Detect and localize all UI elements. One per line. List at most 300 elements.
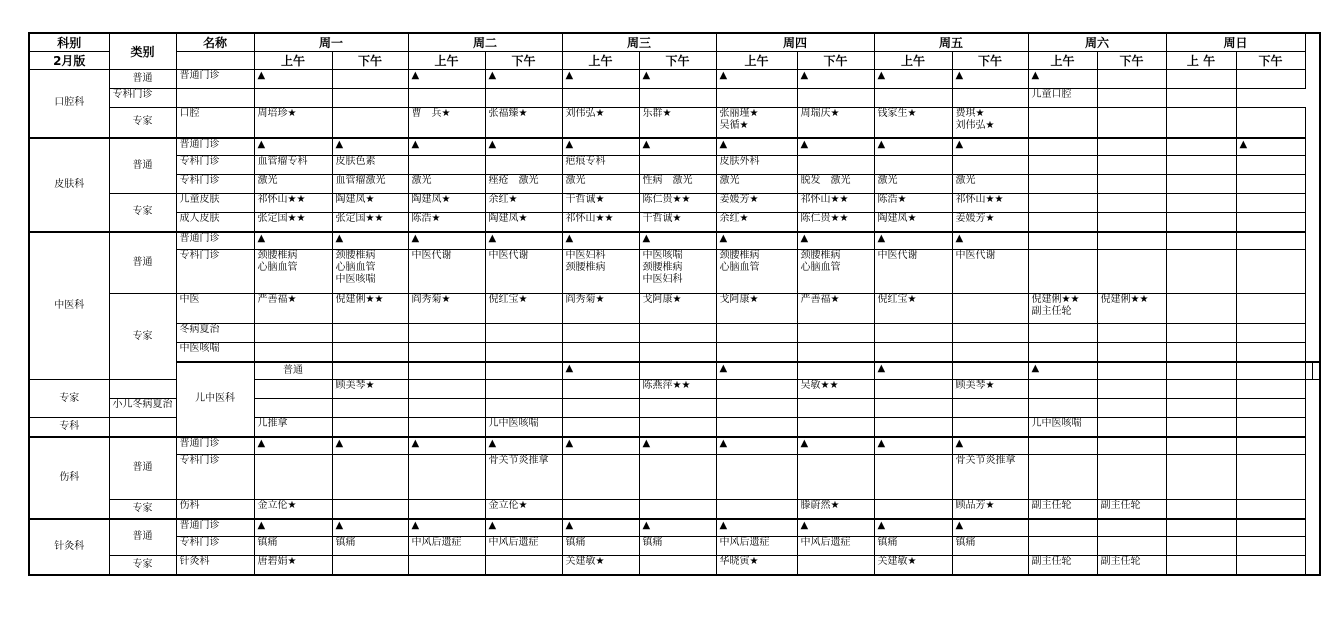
slot-cell xyxy=(1166,250,1236,294)
clinic-name-cell: 普通门诊 xyxy=(176,232,254,250)
slot-cell: 余红★ xyxy=(485,194,562,213)
slot-cell: 倪建俐★★ xyxy=(1097,294,1166,324)
open-marker: ▲ xyxy=(716,138,797,156)
schedule-row xyxy=(29,294,1320,324)
slot-cell: 金立伦★ xyxy=(485,500,562,519)
schedule-row xyxy=(29,519,1320,537)
slot-cell: 陶建凤★ xyxy=(485,213,562,232)
type-cell: 专家 xyxy=(109,108,176,138)
slot-cell xyxy=(562,455,639,500)
slot-cell xyxy=(485,343,562,362)
slot-cell: 中风后遗症 xyxy=(485,537,562,556)
slot-cell: 皮肤色素 xyxy=(332,156,408,175)
header-day-mon: 周一 xyxy=(254,33,408,52)
slot-cell xyxy=(1236,418,1305,437)
slot-cell xyxy=(562,500,639,519)
header-half: 下午 xyxy=(1097,52,1166,70)
slot-cell: 镇痛 xyxy=(254,537,332,556)
slot-cell xyxy=(1028,399,1097,418)
dept-cell: 儿中医科 xyxy=(176,362,254,437)
slot-cell: 儿推拿 xyxy=(254,418,332,437)
slot-cell: 陈仁贵★★ xyxy=(797,213,874,232)
slot-cell xyxy=(1236,362,1305,380)
slot-cell xyxy=(1097,175,1166,194)
slot-cell xyxy=(1166,380,1236,399)
slot-cell: 陈浩★ xyxy=(874,194,952,213)
slot-cell: 陶建凤★ xyxy=(332,194,408,213)
slot-cell xyxy=(332,324,408,343)
slot-cell xyxy=(1097,537,1166,556)
slot-cell xyxy=(952,418,1028,437)
type-cell: 普通 xyxy=(254,362,332,380)
slot-cell xyxy=(1028,324,1097,343)
slot-cell: 颈腰椎病 心脑血管 xyxy=(797,250,874,294)
slot-cell xyxy=(1236,108,1305,138)
slot-cell: 张定国★★ xyxy=(254,213,332,232)
slot-cell xyxy=(408,89,485,108)
clinic-name-cell: 小儿冬病夏治 xyxy=(109,399,176,418)
slot-cell xyxy=(639,455,716,500)
slot-cell xyxy=(485,89,562,108)
slot-cell xyxy=(1166,232,1236,250)
type-cell: 专科 xyxy=(29,418,109,437)
clinic-name-cell xyxy=(109,380,176,399)
slot-cell xyxy=(332,108,408,138)
slot-cell xyxy=(1097,455,1166,500)
slot-cell: 滕蔚然★ xyxy=(797,500,874,519)
slot-cell xyxy=(1305,362,1312,380)
slot-cell: 金立伦★ xyxy=(254,500,332,519)
slot-cell xyxy=(716,343,797,362)
header-row-halves xyxy=(29,52,1320,70)
type-cell: 专家 xyxy=(29,380,109,418)
slot-cell xyxy=(332,70,408,89)
slot-cell xyxy=(1097,232,1166,250)
open-marker: ▲ xyxy=(562,138,639,156)
slot-cell xyxy=(1236,194,1305,213)
slot-cell xyxy=(1028,437,1097,455)
slot-cell xyxy=(716,455,797,500)
open-marker: ▲ xyxy=(562,232,639,250)
clinic-name-cell: 普通门诊 xyxy=(176,138,254,156)
slot-cell: 性病 激光 xyxy=(639,175,716,194)
slot-cell xyxy=(254,89,332,108)
schedule-row xyxy=(29,455,1320,500)
slot-cell: 祁怀山★★ xyxy=(254,194,332,213)
slot-cell: 镇痛 xyxy=(874,537,952,556)
schedule-row xyxy=(29,138,1320,156)
schedule-row xyxy=(29,213,1320,232)
open-marker: ▲ xyxy=(408,437,485,455)
open-marker: ▲ xyxy=(332,437,408,455)
slot-cell xyxy=(874,324,952,343)
slot-cell xyxy=(1028,380,1097,399)
dept-cell: 针灸科 xyxy=(29,519,109,575)
slot-cell xyxy=(485,362,562,380)
slot-cell: 颈腰椎病 心脑血管 中医咳喘 xyxy=(332,250,408,294)
open-marker: ▲ xyxy=(874,70,952,89)
slot-cell xyxy=(1166,108,1236,138)
slot-cell xyxy=(952,362,1028,380)
open-marker: ▲ xyxy=(952,70,1028,89)
open-marker: ▲ xyxy=(716,232,797,250)
type-cell: 普通 xyxy=(109,138,176,194)
slot-cell: 疤痕专科 xyxy=(562,156,639,175)
slot-cell xyxy=(1166,343,1236,362)
slot-cell xyxy=(1236,294,1305,324)
type-cell: 普通 xyxy=(109,232,176,294)
header-half: 下午 xyxy=(639,52,716,70)
slot-cell xyxy=(332,418,408,437)
slot-cell: 副主任轮 xyxy=(1097,556,1166,575)
open-marker: ▲ xyxy=(952,519,1028,537)
slot-cell xyxy=(952,89,1028,108)
header-type: 类别 xyxy=(109,33,176,70)
slot-cell: 姜媛芳★ xyxy=(716,194,797,213)
slot-cell xyxy=(1097,399,1166,418)
slot-cell xyxy=(562,89,639,108)
clinic-name-cell: 中医咳喘 xyxy=(176,343,254,362)
clinic-name-cell: 专科门诊 xyxy=(176,156,254,175)
slot-cell xyxy=(1236,213,1305,232)
open-marker: ▲ xyxy=(797,232,874,250)
open-marker: ▲ xyxy=(562,519,639,537)
slot-cell xyxy=(874,156,952,175)
slot-cell xyxy=(1028,537,1097,556)
slot-cell xyxy=(639,418,716,437)
slot-cell: 副主任轮 xyxy=(1097,500,1166,519)
header-half: 上午 xyxy=(408,52,485,70)
open-marker: ▲ xyxy=(254,138,332,156)
slot-cell: 颈腰椎病 心脑血管 xyxy=(254,250,332,294)
slot-cell xyxy=(408,500,485,519)
slot-cell xyxy=(1028,455,1097,500)
slot-cell: 儿中医咳喘 xyxy=(485,418,562,437)
slot-cell xyxy=(639,556,716,575)
slot-cell xyxy=(1166,194,1236,213)
slot-cell: 激光 xyxy=(562,175,639,194)
slot-cell: 脱发 激光 xyxy=(797,175,874,194)
slot-cell: 陈燕萍★★ xyxy=(639,380,716,399)
slot-cell xyxy=(408,418,485,437)
slot-cell xyxy=(408,324,485,343)
slot-cell xyxy=(1166,437,1236,455)
open-marker: ▲ xyxy=(332,138,408,156)
slot-cell: 激光 xyxy=(874,175,952,194)
slot-cell xyxy=(408,455,485,500)
clinic-name-cell: 专科门诊 xyxy=(176,455,254,500)
slot-cell: 中医代谢 xyxy=(485,250,562,294)
slot-cell: 顾品芳★ xyxy=(952,500,1028,519)
slot-cell xyxy=(1166,294,1236,324)
slot-cell xyxy=(332,500,408,519)
schedule-row xyxy=(29,362,1320,380)
slot-cell: 张丽瑾★ 吴循★ xyxy=(716,108,797,138)
slot-cell: 陶建凤★ xyxy=(874,213,952,232)
slot-cell xyxy=(1236,156,1305,175)
slot-cell xyxy=(1028,156,1097,175)
header-name: 名称 xyxy=(176,33,254,52)
slot-cell: 华晓寅★ xyxy=(716,556,797,575)
open-marker: ▲ xyxy=(716,362,797,380)
schedule-row xyxy=(29,108,1320,138)
header-half: 上午 xyxy=(254,52,332,70)
dept-cell: 中医科 xyxy=(29,232,109,380)
slot-cell xyxy=(1166,418,1236,437)
slot-cell xyxy=(254,380,332,399)
slot-cell: 严善福★ xyxy=(797,294,874,324)
type-cell: 专家 xyxy=(109,500,176,519)
slot-cell xyxy=(485,380,562,399)
slot-cell: 干哲诚★ xyxy=(639,213,716,232)
slot-cell xyxy=(1166,399,1236,418)
clinic-name-cell: 口腔 xyxy=(176,108,254,138)
open-marker: ▲ xyxy=(716,437,797,455)
slot-cell xyxy=(1236,500,1305,519)
slot-cell xyxy=(562,399,639,418)
open-marker: ▲ xyxy=(485,437,562,455)
slot-cell xyxy=(716,324,797,343)
slot-cell: 镇痛 xyxy=(639,537,716,556)
slot-cell xyxy=(1097,89,1166,108)
slot-cell xyxy=(562,380,639,399)
slot-cell xyxy=(716,399,797,418)
type-cell: 普通 xyxy=(109,70,176,89)
slot-cell xyxy=(1097,343,1166,362)
slot-cell xyxy=(1236,232,1305,250)
schedule-row xyxy=(29,556,1320,575)
clinic-name-cell: 专科门诊 xyxy=(176,175,254,194)
slot-cell: 中医代谢 xyxy=(952,250,1028,294)
slot-cell: 阎秀菊★ xyxy=(562,294,639,324)
slot-cell xyxy=(716,380,797,399)
slot-cell: 皮肤外科 xyxy=(716,156,797,175)
slot-cell: 镇痛 xyxy=(952,537,1028,556)
slot-cell xyxy=(797,418,874,437)
slot-cell xyxy=(952,556,1028,575)
schedule-row xyxy=(29,156,1320,175)
open-marker: ▲ xyxy=(797,70,874,89)
slot-cell xyxy=(639,156,716,175)
type-cell: 普通 xyxy=(109,519,176,556)
type-cell: 专家 xyxy=(109,194,176,232)
slot-cell xyxy=(1166,362,1236,380)
schedule-row xyxy=(29,175,1320,194)
slot-cell xyxy=(485,324,562,343)
open-marker: ▲ xyxy=(952,232,1028,250)
schedule-row xyxy=(29,232,1320,250)
slot-cell: 颈腰椎病 心脑血管 xyxy=(716,250,797,294)
open-marker: ▲ xyxy=(485,70,562,89)
dept-cell: 口腔科 xyxy=(29,70,109,138)
slot-cell: 激光 xyxy=(254,175,332,194)
slot-cell xyxy=(1028,138,1097,156)
header-day-tue: 周二 xyxy=(408,33,562,52)
slot-cell xyxy=(874,380,952,399)
open-marker: ▲ xyxy=(874,519,952,537)
slot-cell xyxy=(1097,380,1166,399)
slot-cell xyxy=(1097,324,1166,343)
header-half: 下午 xyxy=(485,52,562,70)
slot-cell xyxy=(716,500,797,519)
open-marker: ▲ xyxy=(952,437,1028,455)
slot-cell: 乐群★ xyxy=(639,108,716,138)
slot-cell: 陈仁贵★★ xyxy=(639,194,716,213)
schedule-row xyxy=(29,324,1320,343)
open-marker: ▲ xyxy=(408,70,485,89)
slot-cell xyxy=(1166,89,1236,108)
header-half: 下午 xyxy=(1236,52,1305,70)
slot-cell xyxy=(254,324,332,343)
slot-cell xyxy=(716,418,797,437)
dept-cell: 伤科 xyxy=(29,437,109,519)
slot-cell: 刘伟弘★ xyxy=(562,108,639,138)
slot-cell: 激光 xyxy=(952,175,1028,194)
slot-cell: 祁怀山★★ xyxy=(562,213,639,232)
slot-cell xyxy=(1166,324,1236,343)
slot-cell xyxy=(1236,250,1305,294)
open-marker: ▲ xyxy=(1028,362,1097,380)
schedule-row xyxy=(29,437,1320,455)
slot-cell xyxy=(332,556,408,575)
clinic-name-cell xyxy=(332,362,408,380)
clinic-name-cell: 普通门诊 xyxy=(176,519,254,537)
slot-cell xyxy=(1028,250,1097,294)
slot-cell xyxy=(952,294,1028,324)
slot-cell xyxy=(332,399,408,418)
slot-cell xyxy=(1097,418,1166,437)
slot-cell: 余红★ xyxy=(716,213,797,232)
slot-cell xyxy=(176,89,254,108)
slot-cell xyxy=(1236,399,1305,418)
open-marker: ▲ xyxy=(408,519,485,537)
header-half: 上午 xyxy=(562,52,639,70)
slot-cell xyxy=(562,324,639,343)
schedule-row xyxy=(29,70,1320,89)
header-half: 上 午 xyxy=(1166,52,1236,70)
clinic-name-cell: 中医 xyxy=(176,294,254,324)
schedule-row xyxy=(29,89,1320,108)
slot-cell xyxy=(1236,343,1305,362)
slot-cell: 血管瘤激光 xyxy=(332,175,408,194)
slot-cell: 镇痛 xyxy=(562,537,639,556)
slot-cell xyxy=(1236,455,1305,500)
slot-cell: 陶建凤★ xyxy=(408,194,485,213)
open-marker: ▲ xyxy=(332,232,408,250)
open-marker: ▲ xyxy=(639,519,716,537)
open-marker: ▲ xyxy=(639,138,716,156)
slot-cell xyxy=(1166,455,1236,500)
slot-cell: 戈阿康★ xyxy=(716,294,797,324)
slot-cell: 周瑞庆★ xyxy=(797,108,874,138)
slot-cell xyxy=(874,343,952,362)
slot-cell xyxy=(1097,108,1166,138)
slot-cell xyxy=(639,343,716,362)
open-marker: ▲ xyxy=(485,232,562,250)
slot-cell xyxy=(1028,519,1097,537)
slot-cell: 激光 xyxy=(716,175,797,194)
open-marker: ▲ xyxy=(639,437,716,455)
slot-cell: 骨关节炎推拿 xyxy=(952,455,1028,500)
slot-cell: 严善福★ xyxy=(254,294,332,324)
slot-cell xyxy=(874,418,952,437)
slot-cell xyxy=(1028,343,1097,362)
slot-cell: 张福臻★ xyxy=(485,108,562,138)
slot-cell xyxy=(1166,519,1236,537)
slot-cell: 陈浩★ xyxy=(408,213,485,232)
slot-cell: 钱家生★ xyxy=(874,108,952,138)
schedule-row xyxy=(29,250,1320,294)
header-half: 下午 xyxy=(797,52,874,70)
slot-cell: 中医代谢 xyxy=(874,250,952,294)
open-marker: ▲ xyxy=(254,437,332,455)
open-marker: ▲ xyxy=(716,70,797,89)
clinic-name-cell: 儿童皮肤 xyxy=(176,194,254,213)
slot-cell xyxy=(408,556,485,575)
open-marker: ▲ xyxy=(874,138,952,156)
slot-cell: 中医咳喘 颈腰椎病 中医妇科 xyxy=(639,250,716,294)
open-marker: ▲ xyxy=(874,232,952,250)
slot-cell: 顾美琴★ xyxy=(332,380,408,399)
slot-cell xyxy=(1236,519,1305,537)
open-marker: ▲ xyxy=(1236,138,1305,156)
slot-cell xyxy=(408,343,485,362)
slot-cell: 吴敏★★ xyxy=(797,380,874,399)
slot-cell: 中风后遗症 xyxy=(408,537,485,556)
clinic-name-cell: 针灸科 xyxy=(176,556,254,575)
slot-cell xyxy=(485,399,562,418)
open-marker: ▲ xyxy=(874,362,952,380)
slot-cell xyxy=(332,455,408,500)
schedule-row xyxy=(29,537,1320,556)
edition-label: 2月版 xyxy=(29,52,109,70)
open-marker: ▲ xyxy=(562,70,639,89)
slot-cell xyxy=(952,156,1028,175)
slot-cell xyxy=(1097,70,1166,89)
open-marker: ▲ xyxy=(716,519,797,537)
slot-cell xyxy=(1097,362,1166,380)
slot-cell: 关建敏★ xyxy=(562,556,639,575)
slot-cell: 骨关节炎推拿 xyxy=(485,455,562,500)
header-half: 下午 xyxy=(332,52,408,70)
open-marker: ▲ xyxy=(485,519,562,537)
slot-cell xyxy=(1236,380,1305,399)
open-marker: ▲ xyxy=(254,519,332,537)
slot-cell xyxy=(952,324,1028,343)
open-marker: ▲ xyxy=(797,437,874,455)
open-marker: ▲ xyxy=(332,519,408,537)
slot-cell xyxy=(1166,156,1236,175)
open-marker: ▲ xyxy=(952,138,1028,156)
slot-cell xyxy=(485,156,562,175)
header-day-fri: 周五 xyxy=(874,33,1028,52)
slot-cell: 姜媛芳★ xyxy=(952,213,1028,232)
slot-cell xyxy=(1097,250,1166,294)
slot-cell: 倪红宝★ xyxy=(485,294,562,324)
slot-cell: 血管瘤专科 xyxy=(254,156,332,175)
open-marker: ▲ xyxy=(254,70,332,89)
slot-cell xyxy=(797,324,874,343)
slot-cell xyxy=(1028,175,1097,194)
slot-cell xyxy=(952,343,1028,362)
slot-cell xyxy=(1097,156,1166,175)
slot-cell xyxy=(1028,213,1097,232)
slot-cell xyxy=(1028,108,1097,138)
slot-cell xyxy=(639,362,716,380)
slot-cell: 倪建俐★★ xyxy=(332,294,408,324)
slot-cell: 镇痛 xyxy=(332,537,408,556)
slot-cell xyxy=(797,156,874,175)
